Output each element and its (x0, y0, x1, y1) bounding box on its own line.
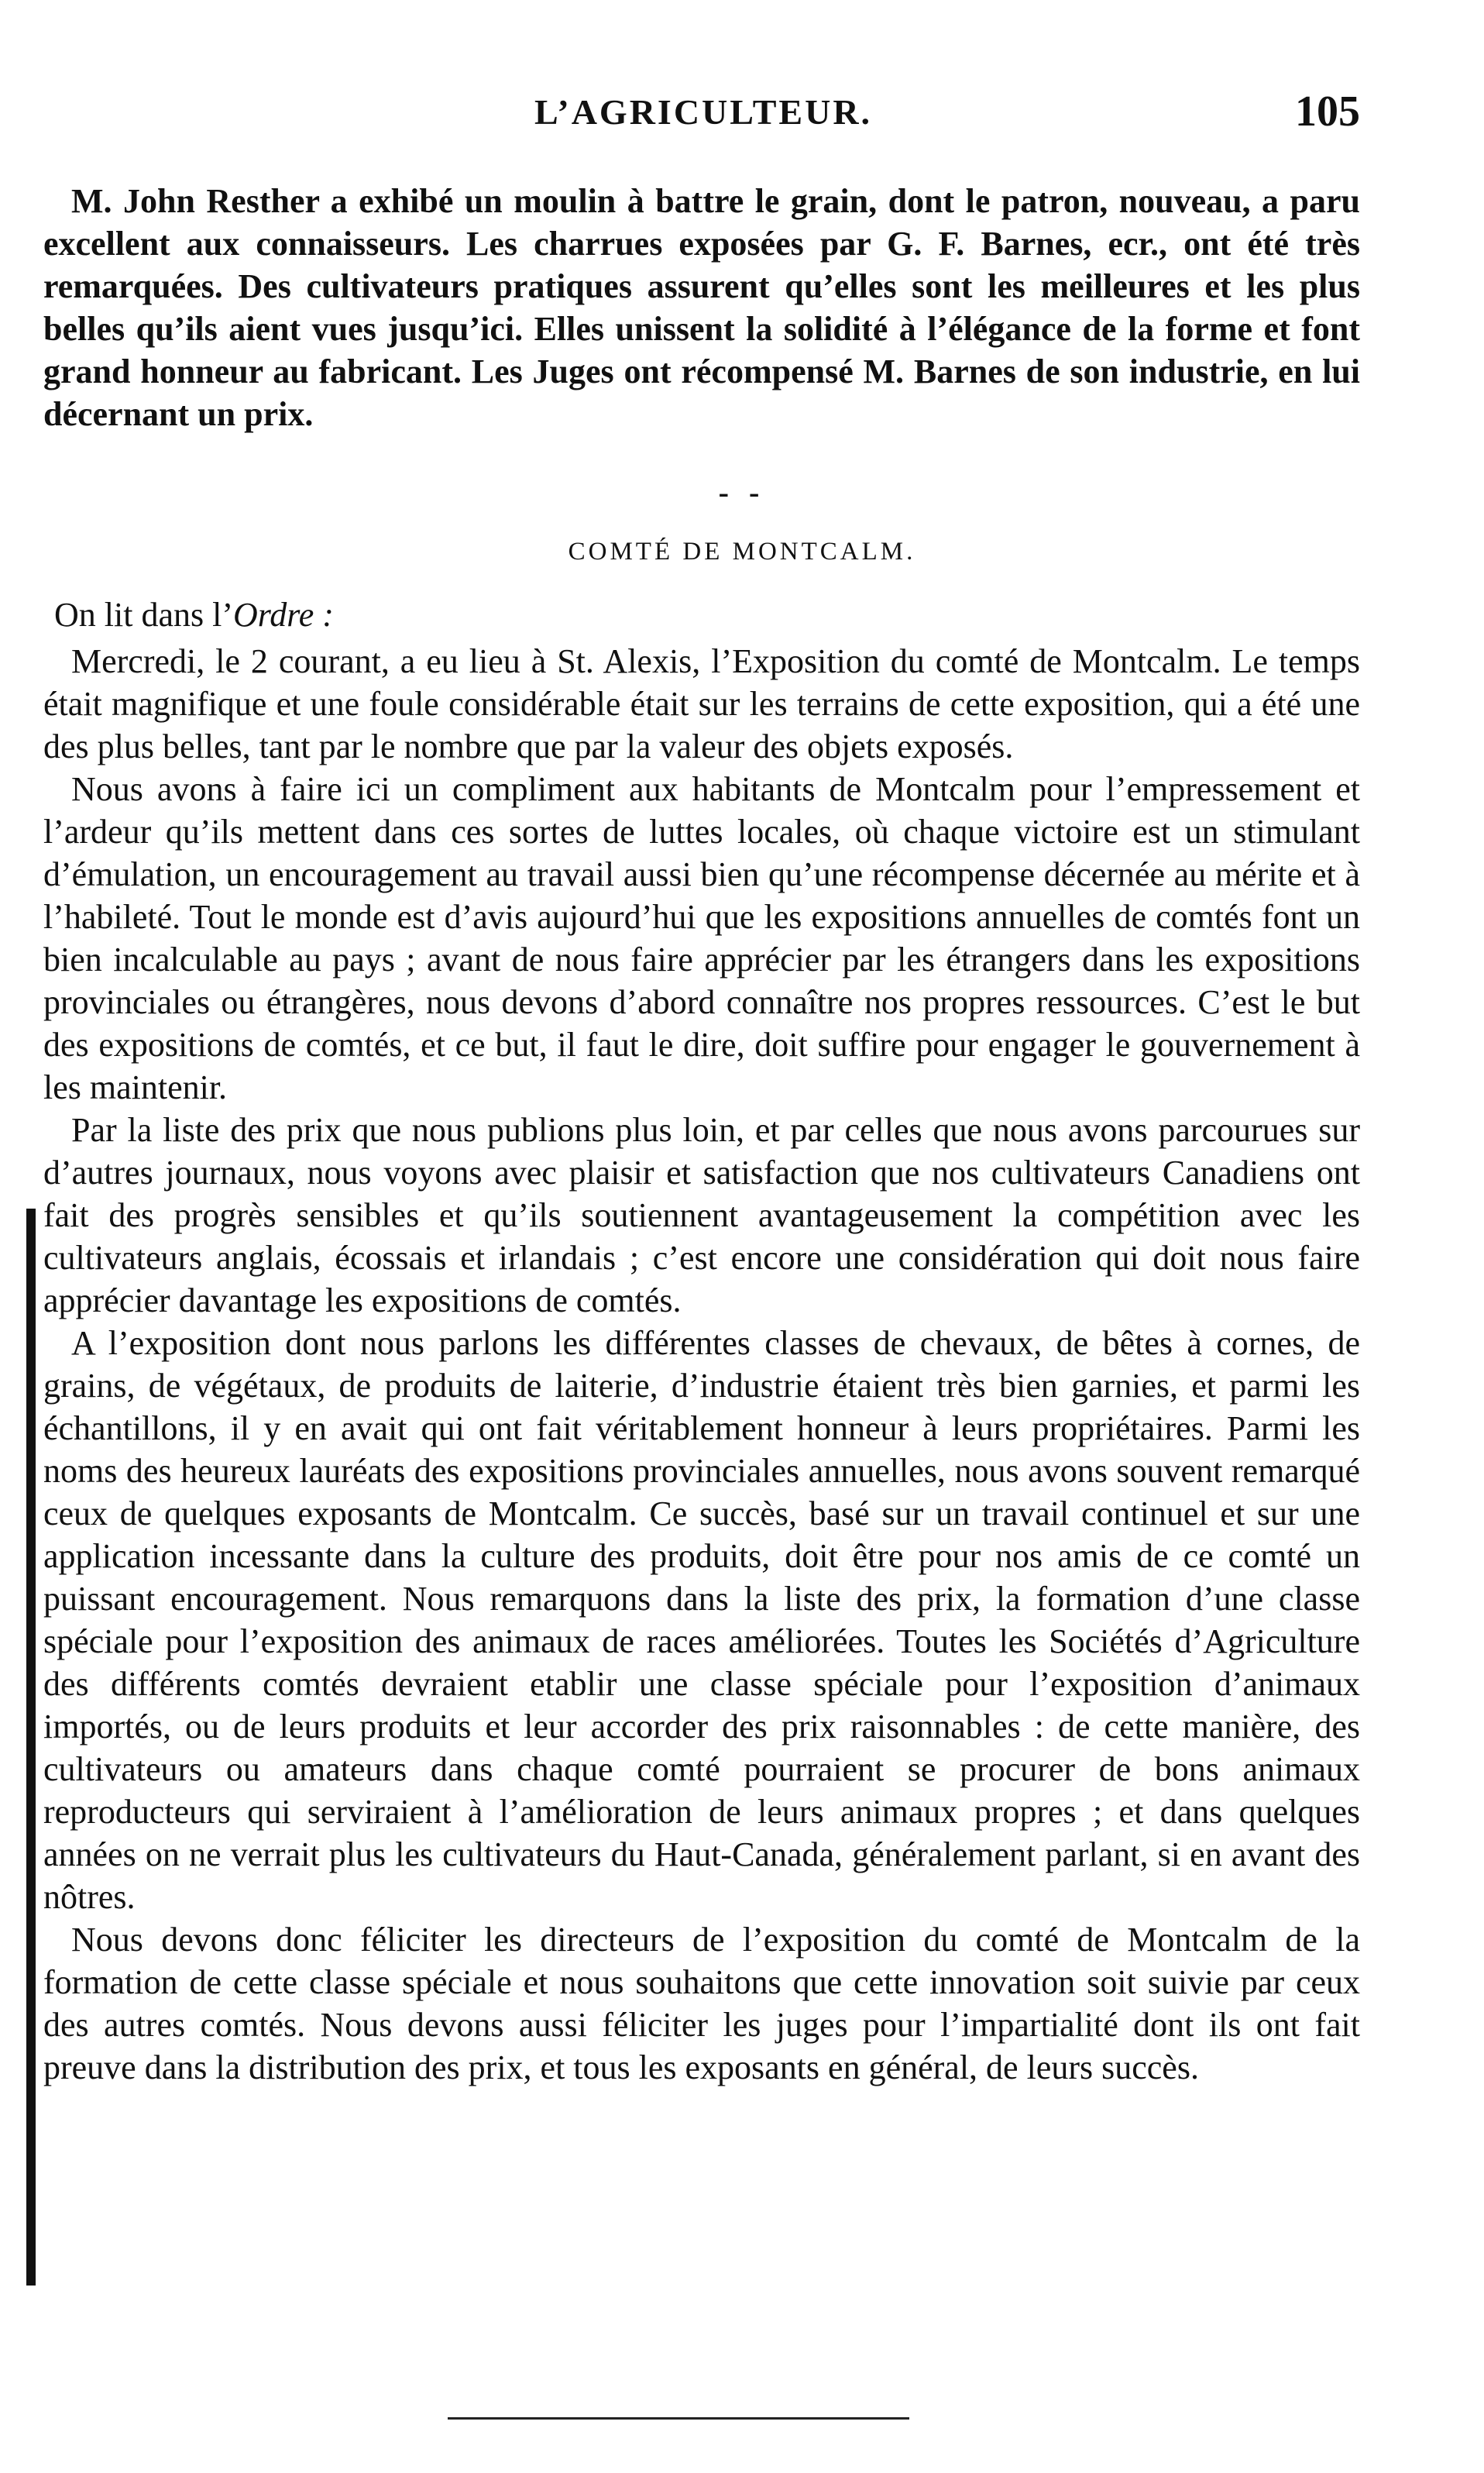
montcalm-article (43, 640, 1360, 2089)
section-heading: COMTÉ DE MONTCALM. (568, 538, 916, 566)
paragraph: Par la liste des prix que nous publions plus loin, et par celles que nous avons parcourues sur d’autres journaux, nous voyons avec plaisir et satisfaction que nos cultivateurs Canadiens ont fait des progrès sensibles et qu’ils soutiennent avantageusement la compétition avec les cultivateurs anglais, écossais et irlandais ; c’est encore une considération qui doit nous faire apprécier davantage les expositions de comtés. (43, 1111, 1360, 1319)
paragraph: Nous devons donc féliciter les directeurs de l’exposition du comté de Montcalm de la formation de cette classe spéciale et nous souhaitons que cette innovation soit suivie par ceux des autres comtés. Nous devons aussi féliciter les juges pour l’impartialité dont ils ont fait preuve dans la distribution des prix, et tous les exposants en général, de leurs succès. (43, 1921, 1360, 2086)
paragraph: Mercredi, le 2 courant, a eu lieu à St. Alexis, l’Exposition du comté de Montcalm. Le temps était magnifique et une foule considérable était sur les terrains de cette exposition, qui a été une des plus belles, tant par le nombre que par la valeur des objets exposés. (43, 642, 1360, 765)
source-intro (54, 595, 334, 635)
footer-rule (448, 2417, 909, 2420)
page-number: 105 (1295, 88, 1360, 136)
intro-prefix: On lit dans l’ (54, 596, 233, 634)
binding-shadow (26, 1209, 36, 2286)
top-article (43, 180, 1360, 435)
paragraph: A l’exposition dont nous parlons les différentes classes de chevaux, de bêtes à cornes, de grains, de végétaux, de produits de laiterie, d’industrie étaient très bien garnies, et parmi les échantillons, il y en avait qui ont fait véritablement honneur à leurs propriétaires. Parmi les noms des heureux lauréats des expositions provinciales annuelles, nous avons souvent remarqué ceux de quelques exposants de Montcalm. Ce succès, basé sur un travail continuel et sur une application incessante dans la culture des produits, doit être pour nos amis de ce comté un puissant encouragement. Nous remarquons dans la liste des prix, la formation d’une classe spéciale pour l’exposition des animaux de races améliorées. Toutes les Sociétés d’Agriculture des différents comtés devraient etablir une classe spéciale pour l’exposition d’animaux importés, ou de leurs produits et leur accorder des prix raisonnables : de cette manière, des cultivateurs ou amateurs dans chaque comté pourraient se procurer de bons animaux reproducteurs qui serviraient à l’amélioration de leurs animaux propres ; et dans quelques années on ne verrait plus les cultivateurs du Haut-Canada, généralement parlant, si en avant des nôtres. (43, 1324, 1360, 1916)
section-separator: - - (718, 475, 766, 510)
running-header (46, 88, 1360, 146)
paragraph: Nous avons à faire ici un compliment aux habitants de Montcalm pour l’empressement et l’ardeur qu’ils mettent dans ces sortes de luttes locales, où chaque victoire est un stimulant d’émulation, un encouragement au travail aussi bien qu’une récompense décernée au mérite et à l’habileté. Tout le monde est d’avis aujourd’hui que les expositions annuelles de comtés font un bien incalculable au pays ; avant de nous faire apprécier par les étrangers dans les expositions provinciales ou étrangères, nous devons d’abord connaître nos propres ressources. C’est le but des expositions de comtés, et ce but, il faut le dire, doit suffire pour engager le gouvernement à les maintenir. (43, 770, 1360, 1106)
paragraph: M. John Resther a exhibé un moulin à battre le grain, dont le patron, nouveau, a paru excellent aux connaisseurs. Les charrues exposées par G. F. Barnes, ecr., ont été très remarquées. Des cultivateurs pratiques assurent qu’elles sont les meilleures et les plus belles qu’ils aient vues jusqu’ici. Elles unissent la solidité à l’élégance de la forme et font grand honneur au fabricant. Les Juges ont récompensé M. Barnes de son industrie, en lui décernant un prix. (43, 182, 1360, 433)
running-title: L’AGRICULTEUR. (534, 92, 873, 132)
source-name: Ordre : (232, 596, 334, 634)
